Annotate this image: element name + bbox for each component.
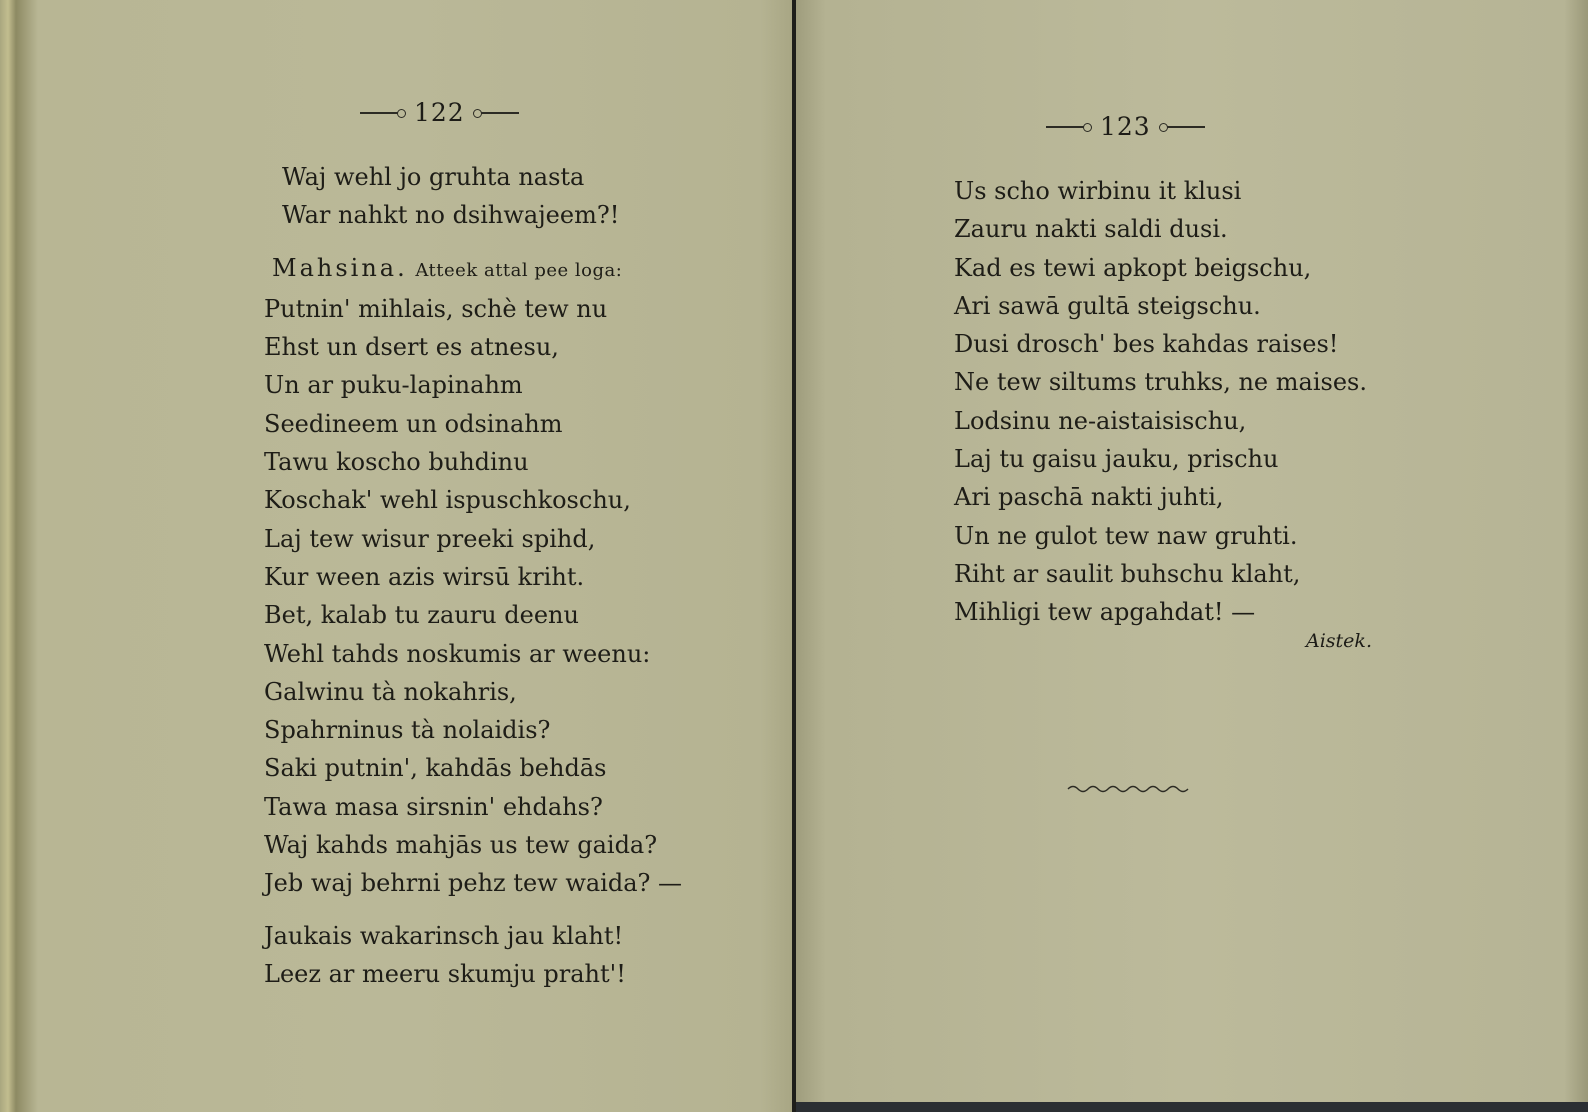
verse-line: Waj wehl jo gruhta nasta: [282, 163, 585, 191]
page-number-left: [360, 98, 519, 127]
verse-line: Lodsinu ne-aistaisischu,: [954, 406, 1247, 435]
verse-line: Saki putnin', kahdās behdās: [264, 754, 607, 783]
verse-line: War nahkt no dsihwajeem?!: [282, 201, 620, 230]
wavy-divider-icon: [1066, 782, 1192, 796]
folio-ornament-left-icon: [1046, 126, 1086, 128]
verse-line: Jaukais wakarinsch jau klaht!: [264, 921, 624, 950]
verse-line: Spahrninus tà nolaidis?: [264, 716, 551, 745]
verse-line: Un ne gulot tew naw gruhti.: [954, 521, 1298, 550]
verse-line: Laj tu gaisu jauku, prischu: [954, 445, 1279, 474]
verse-line: Mihligi tew apgahdat! —: [954, 598, 1256, 627]
speaker-name: Mahsina.: [272, 253, 408, 282]
verse-line: Laj tew wisur preeki spihd,: [264, 524, 596, 553]
author-signature: Aistek.: [1306, 630, 1372, 652]
verse-line: Ne tew siltums truhks, ne maises.: [954, 368, 1367, 397]
speaker-line: [264, 249, 682, 290]
page-number-right-text: 123: [1100, 112, 1151, 141]
verse-line: Ari sawā gultā steigschu.: [954, 291, 1261, 320]
verse-line: Un ar puku-lapinahm: [264, 371, 523, 400]
stage-direction: Atteek attal pee loga:: [415, 259, 623, 281]
verse-line: Putnin' mihlais, schè tew nu: [264, 294, 608, 323]
verse-line: Dusi drosch' bes kahdas raises!: [954, 330, 1339, 359]
verse-line: Kur ween azis wirsū kriht.: [264, 562, 585, 591]
verse-line: Seedineem un odsinahm: [264, 409, 563, 438]
left-page-text: [264, 158, 682, 993]
verse-line: Galwinu tà nokahris,: [264, 677, 517, 706]
verse-line: Zauru nakti saldi dusi.: [954, 215, 1228, 244]
verse-line: Ari paschā nakti juhti,: [954, 483, 1224, 512]
verse-line: Tawa masa sirsnin' ehdahs?: [264, 792, 603, 821]
verse-line: Kad es tewi apkopt beigschu,: [954, 253, 1312, 282]
verse-line: Wehl tahds noskumis ar weenu:: [264, 639, 651, 668]
verse-line: Bet, kalab tu zauru deenu: [264, 601, 579, 630]
verse-line: Koschak' wehl ispuschkoschu,: [264, 486, 631, 515]
left-page: [0, 0, 792, 1112]
folio-ornament-left-icon: [360, 112, 400, 114]
verse-line: Ehst un dsert es atnesu,: [264, 333, 559, 362]
verse-line: Riht ar saulit buhschu klaht,: [954, 559, 1301, 588]
right-page-text: [954, 172, 1367, 632]
right-page: [796, 0, 1588, 1112]
verse-line: Us scho wirbinu it klusi: [954, 177, 1242, 205]
folio-ornament-right-icon: [479, 112, 519, 114]
folio-ornament-right-icon: [1165, 126, 1205, 128]
verse-line: Waj kahds mahjās us tew gaida?: [264, 831, 658, 860]
verse-line: Jeb waj behrni pehz tew waida? —: [264, 869, 683, 898]
page-number-left-text: 122: [414, 98, 465, 127]
verse-line: Leez ar meeru skumju praht'!: [264, 959, 626, 988]
page-number-right: [1046, 112, 1205, 141]
verse-line: Tawu koscho buhdinu: [264, 448, 529, 477]
